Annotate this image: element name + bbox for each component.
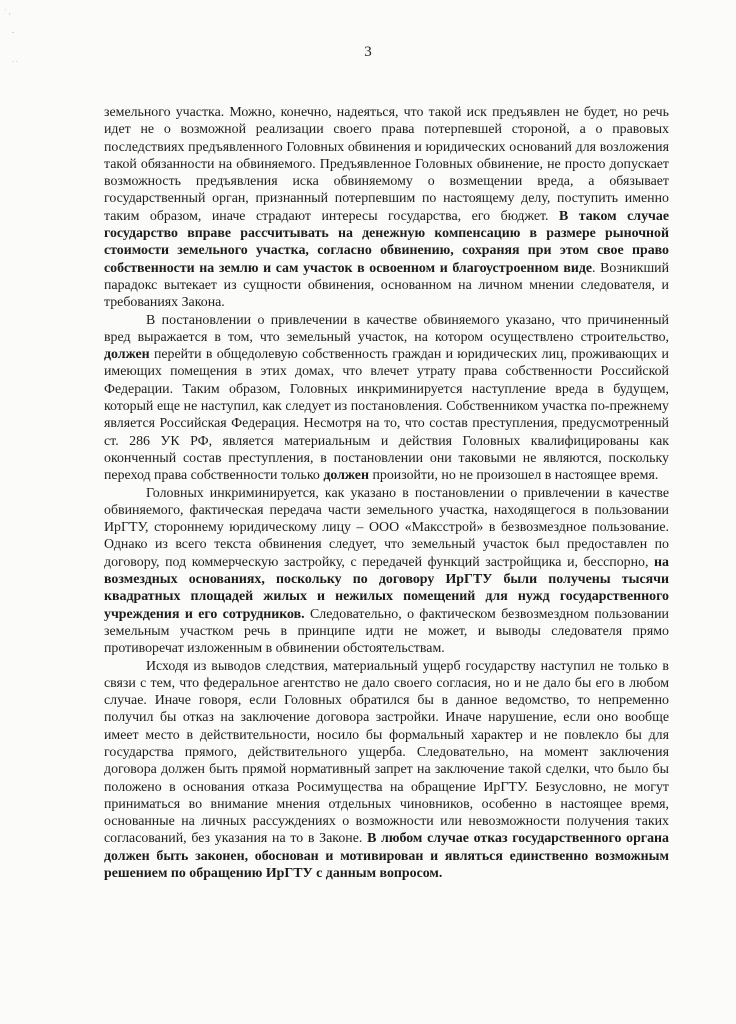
document-body xyxy=(104,104,669,882)
bold-text-run: должен xyxy=(104,347,150,363)
bold-text-run: должен xyxy=(323,468,369,484)
paragraph-1 xyxy=(104,104,669,312)
paragraph-2 xyxy=(104,312,669,485)
bold-text-run: В любом случае отказ государственного органа должен быть законен, обоснован и мотивирован и являться единственно возможным решением по обращению ИрГТУ с данным вопросом. xyxy=(104,831,669,882)
text-run: перейти в общедолевую собственность граждан и юридических лиц, проживающих и имеющих помещения в этих домах, что влечет утрату права собственности Российской Федерации. Таким образом, Головных инкриминируется наступление вреда в будущем, который еще не наступил, как следует из постановления. Собственником участка по-прежнему является Российская Федерация. Несмотря на то, что состав преступления, предусмотренный ст. 286 УК РФ, является материальным и действия Головных квалифицированы как оконченный состав преступления, в постановлении они таковыми не являются, поскольку переход права собственности только xyxy=(104,347,669,484)
scan-artifact-top: ˙ , xyxy=(4,9,11,16)
text-run: . Возникший парадокс вытекает из сущности обвинения, основанном на личном мнении следователя, и требованиях Закона. xyxy=(104,260,670,311)
scan-artifact-lower: · · xyxy=(12,59,18,66)
bold-text-run: на возмездных основаниях, поскольку по договору ИрГТУ были получены тысячи квадратных площадей жилых и нежилых помещений для нужд государственного учреждения и его сотрудников. xyxy=(104,554,669,622)
text-run: Исходя из выводов следствия, материальный ущерб государству наступил не только в связи с тем, что федеральное агентство не дало своего согласия, но и не дало бы его в любом случае. Иначе говоря, если Головных обратился бы в данное ведомство, то непременно получил бы отказ на заключение договора застройки. Иначе нарушение, если оно вообще имеет место в действительности, носило бы формальный характер и не повлекло бы для государства прямого, действительного ущерба. Следовательно, на момент заключения договора должен быть прямой нормативный запрет на заключение такой сделки, что было бы положено в основания отказа Росимущества на обращение ИрГТУ. Безусловно, не могут приниматься во внимание мнения отдельных чиновников, особенно в настоящее время, основанные на личных рассуждениях о возможности или невозможности получения таких согласований, без указания на то в Законе. xyxy=(104,658,669,847)
text-run: Следовательно, о фактическом безвозмездном пользовании земельным участком речь в принципе идти не может, и выводы следователя прямо противоречат изложенным в обвинении обстоятельствам. xyxy=(104,606,669,657)
bold-text-run: В таком случае государство вправе рассчитывать на денежную компенсацию в размере рыночной стоимости земельного участка, согласно обвинению, сохраняя при этом свое право собственности на землю и сам участок в освоенном и благоустроенном виде xyxy=(104,208,669,276)
paragraph-4 xyxy=(104,658,669,883)
scan-artifact-middle: - xyxy=(12,29,15,36)
text-run: В постановлении о привлечении в качестве обвиняемого указано, что причиненный вред выражается в том, что земельный участок, на котором осуществлено строительство, xyxy=(104,312,669,345)
text-run: Головных инкриминируется, как указано в постановлении о привлечении в качестве обвиняемого, фактическая передача части земельного участка, находящегося в пользовании ИрГТУ, стороннему юридическому лицу – ООО «Максстрой» в безвозмездное пользование. Однако из всего текста обвинения следует, что земельный участок был предоставлен по договору, под коммерческую застройку, с передачей функций застройщика и, бесспорно, xyxy=(104,485,669,570)
page-number: 3 xyxy=(364,44,372,60)
text-run: земельного участка. Можно, конечно, надеяться, что такой иск предъявлен не будет, но речь идет не о возможной реализации своего права потерпевшей стороной, а о правовых последствиях предъявленного Головных обвинения и юридических оснований для возложения такой обязанности на обвиняемого. Предъявленное Головных обвинение, не просто допускает возможность предъявления иска обвиняемому о возмещении вреда, а обязывает государственный орган, признанный потерпевшим по настоящему делу, поступить именно таким образом, иначе страдают интересы государства, его бюджет. xyxy=(104,105,669,224)
text-run: произойти, но не произошел в настоящее время. xyxy=(368,468,659,484)
paragraph-3 xyxy=(104,485,669,658)
